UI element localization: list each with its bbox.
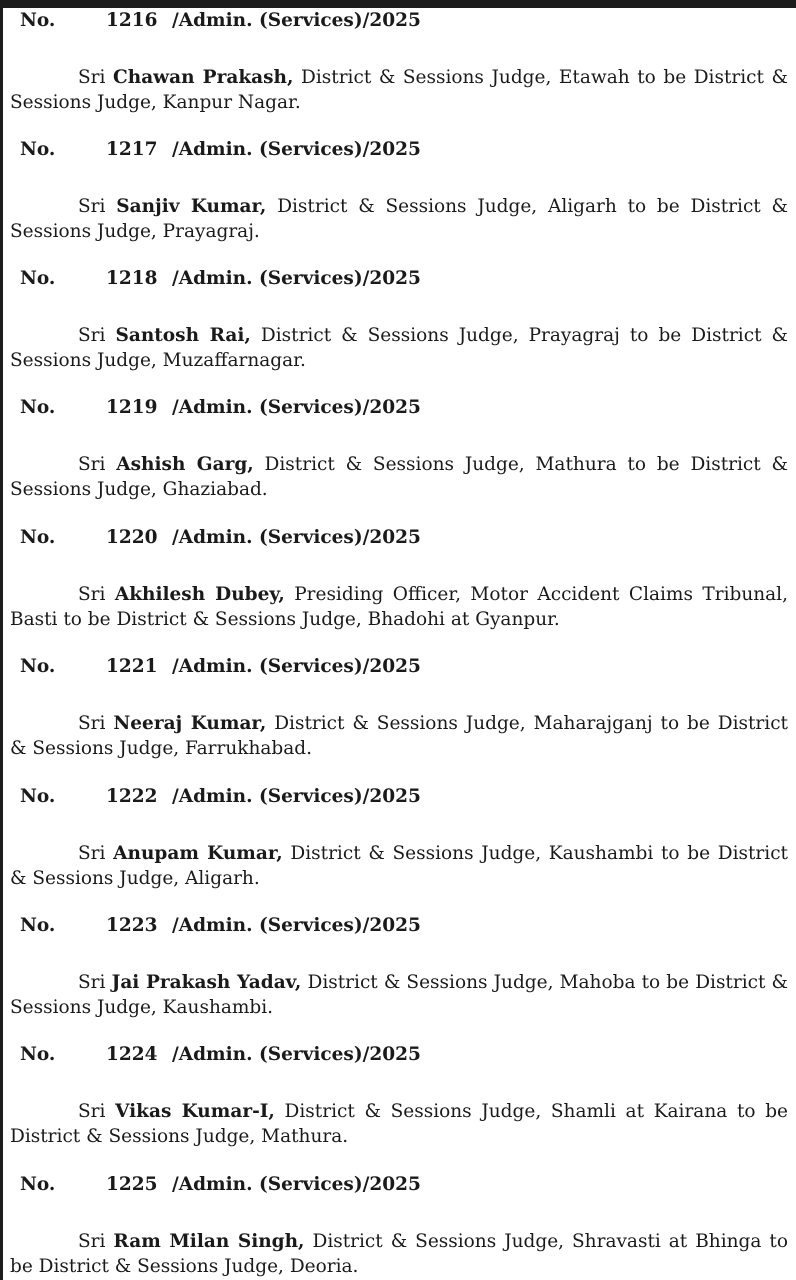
transfer-details: District & Sessions Judge, Mahoba to be District & Sessions Judge, Kaushambi. bbox=[10, 972, 789, 1018]
transfer-details: District & Sessions Judge, Mathura to be District & Sessions Judge, Ghaziabad. bbox=[10, 454, 788, 500]
order-number: 1217 bbox=[106, 139, 158, 160]
honorific: Sri bbox=[78, 325, 106, 346]
order-prefix: No. bbox=[20, 656, 56, 677]
order-prefix: No. bbox=[20, 1044, 56, 1065]
order-number: 1218 bbox=[106, 268, 158, 289]
transfer-details: District & Sessions Judge, Shravasti at Bhinga to be District & Sessions Judge, Deoria. bbox=[10, 1231, 788, 1277]
officer-name: Anupam Kumar, bbox=[113, 843, 283, 864]
order-body bbox=[10, 711, 788, 761]
honorific: Sri bbox=[78, 196, 106, 217]
order-body bbox=[10, 1229, 788, 1279]
order-body bbox=[10, 1099, 788, 1149]
order-number: 1219 bbox=[106, 397, 158, 418]
order-number: 1223 bbox=[106, 915, 158, 936]
transfer-details: District & Sessions Judge, Shamli at Kairana to be District & Sessions Judge, Mathura. bbox=[10, 1101, 788, 1147]
order-suffix: /Admin. (Services)/2025 bbox=[172, 786, 421, 807]
transfer-details: Presiding Officer, Motor Accident Claims Tribunal, Basti to be District & Sessions Judge, Bhadohi at Gyanpur. bbox=[10, 584, 788, 630]
officer-name: Jai Prakash Yadav, bbox=[111, 972, 302, 993]
order-number: 1222 bbox=[106, 786, 158, 807]
order-suffix: /Admin. (Services)/2025 bbox=[172, 139, 421, 160]
officer-name: Neeraj Kumar, bbox=[113, 713, 267, 734]
order-body bbox=[10, 194, 788, 244]
order-prefix: No. bbox=[20, 1174, 56, 1195]
honorific: Sri bbox=[78, 843, 106, 864]
transfer-details: District & Sessions Judge, Maharajganj to be District & Sessions Judge, Farrukhabad. bbox=[10, 713, 788, 759]
honorific: Sri bbox=[78, 584, 106, 605]
transfer-details: District & Sessions Judge, Etawah to be District & Sessions Judge, Kanpur Nagar. bbox=[10, 67, 788, 113]
order-prefix: No. bbox=[20, 915, 56, 936]
honorific: Sri bbox=[78, 1231, 106, 1252]
order-number: 1216 bbox=[106, 10, 158, 31]
officer-name: Vikas Kumar-I, bbox=[115, 1101, 275, 1122]
order-prefix: No. bbox=[20, 527, 56, 548]
order-body bbox=[10, 452, 788, 502]
transfer-details: District & Sessions Judge, Aligarh to be District & Sessions Judge, Prayagraj. bbox=[10, 196, 788, 242]
order-prefix: No. bbox=[20, 786, 56, 807]
order-prefix: No. bbox=[20, 139, 56, 160]
order-body bbox=[10, 841, 788, 891]
officer-name: Sanjiv Kumar, bbox=[116, 196, 267, 217]
order-body bbox=[10, 970, 788, 1020]
transfer-details: District & Sessions Judge, Prayagraj to be District & Sessions Judge, Muzaffarnagar. bbox=[10, 325, 788, 371]
transfer-details: District & Sessions Judge, Kaushambi to be District & Sessions Judge, Aligarh. bbox=[10, 843, 788, 889]
officer-name: Santosh Rai, bbox=[115, 325, 251, 346]
officer-name: Ashish Garg, bbox=[116, 454, 254, 475]
order-number: 1224 bbox=[106, 1044, 158, 1065]
order-prefix: No. bbox=[20, 268, 56, 289]
order-suffix: /Admin. (Services)/2025 bbox=[172, 10, 421, 31]
order-number: 1225 bbox=[106, 1174, 158, 1195]
order-body bbox=[10, 323, 788, 373]
honorific: Sri bbox=[78, 454, 106, 475]
order-suffix: /Admin. (Services)/2025 bbox=[172, 656, 421, 677]
order-number: 1220 bbox=[106, 527, 158, 548]
order-suffix: /Admin. (Services)/2025 bbox=[172, 397, 421, 418]
document-page bbox=[0, 8, 796, 1280]
order-suffix: /Admin. (Services)/2025 bbox=[172, 527, 421, 548]
order-suffix: /Admin. (Services)/2025 bbox=[172, 1174, 421, 1195]
order-suffix: /Admin. (Services)/2025 bbox=[172, 268, 421, 289]
order-number: 1221 bbox=[106, 656, 158, 677]
order-suffix: /Admin. (Services)/2025 bbox=[172, 1044, 421, 1065]
honorific: Sri bbox=[78, 713, 106, 734]
officer-name: Ram Milan Singh, bbox=[113, 1231, 305, 1252]
honorific: Sri bbox=[78, 972, 106, 993]
honorific: Sri bbox=[78, 1101, 106, 1122]
officer-name: Akhilesh Dubey, bbox=[114, 584, 285, 605]
order-prefix: No. bbox=[20, 10, 56, 31]
order-prefix: No. bbox=[20, 397, 56, 418]
order-body bbox=[10, 65, 788, 115]
order-body bbox=[10, 582, 788, 632]
order-suffix: /Admin. (Services)/2025 bbox=[172, 915, 421, 936]
officer-name: Chawan Prakash, bbox=[113, 67, 294, 88]
honorific: Sri bbox=[78, 67, 106, 88]
